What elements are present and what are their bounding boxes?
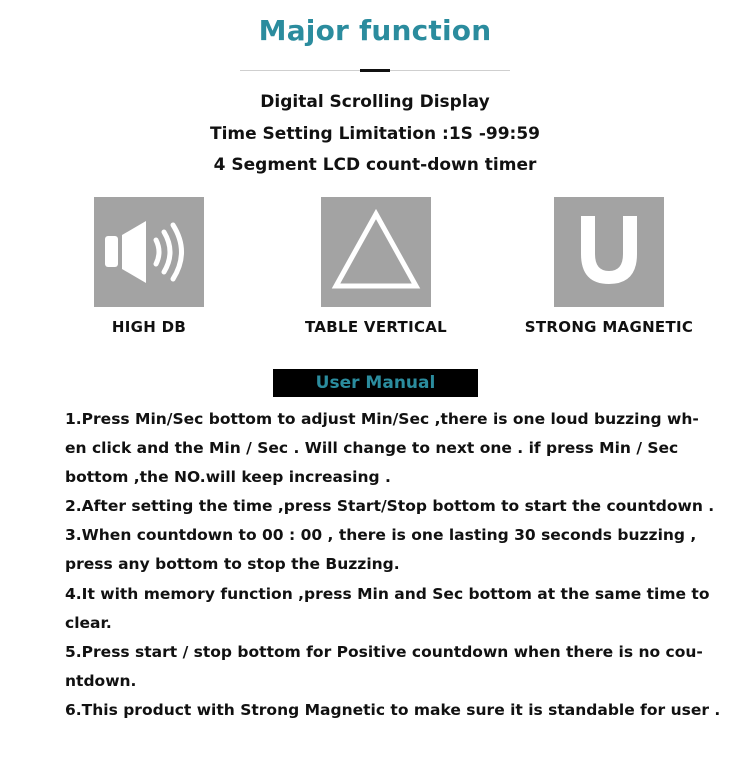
page-title: Major function (258, 14, 492, 47)
manual-line: 3.When countdown to 00 : 00 , there is one lasting 30 seconds buzzing , (65, 526, 697, 545)
manual-line: 4.It with memory function ,press Min and Sec bottom at the same time to (65, 584, 710, 603)
manual-line: ntdown. (65, 671, 137, 690)
strong-magnetic-tile (554, 197, 664, 307)
manual-line: en click and the Min / Sec . Will change to next one . if press Min / Sec (65, 439, 679, 458)
title-divider-accent (360, 69, 390, 72)
table-vertical-label: TABLE VERTICAL (304, 318, 448, 336)
user-manual-heading: User Manual (273, 369, 478, 397)
strong-magnetic-label: STRONG MAGNETIC (524, 318, 694, 336)
manual-line: 5.Press start / stop bottom for Positive countdown when there is no cou- (65, 642, 703, 661)
manual-line: clear. (65, 613, 112, 632)
speaker-icon (94, 197, 204, 307)
user-manual-text (65, 405, 721, 725)
feature-item: Digital Scrolling Display (260, 92, 490, 112)
manual-line: 6.This product with Strong Magnetic to make sure it is standable for user . (65, 700, 721, 719)
magnet-icon (554, 197, 664, 307)
high-db-tile (94, 197, 204, 307)
table-vertical-tile (321, 197, 431, 307)
manual-line: 1.Press Min/Sec bottom to adjust Min/Sec ,there is one loud buzzing wh- (65, 410, 699, 428)
manual-line: press any bottom to stop the Buzzing. (65, 555, 400, 574)
feature-list (0, 89, 750, 184)
high-db-label: HIGH DB (111, 318, 187, 336)
manual-line: bottom ,the NO.will keep increasing . (65, 468, 391, 487)
feature-item: 4 Segment LCD count-down timer (213, 155, 537, 175)
triangle-icon (321, 197, 431, 307)
manual-line: 2.After setting the time ,press Start/Stop bottom to start the countdown . (65, 497, 715, 516)
feature-item: Time Setting Limitation :1S -99:59 (209, 123, 541, 144)
